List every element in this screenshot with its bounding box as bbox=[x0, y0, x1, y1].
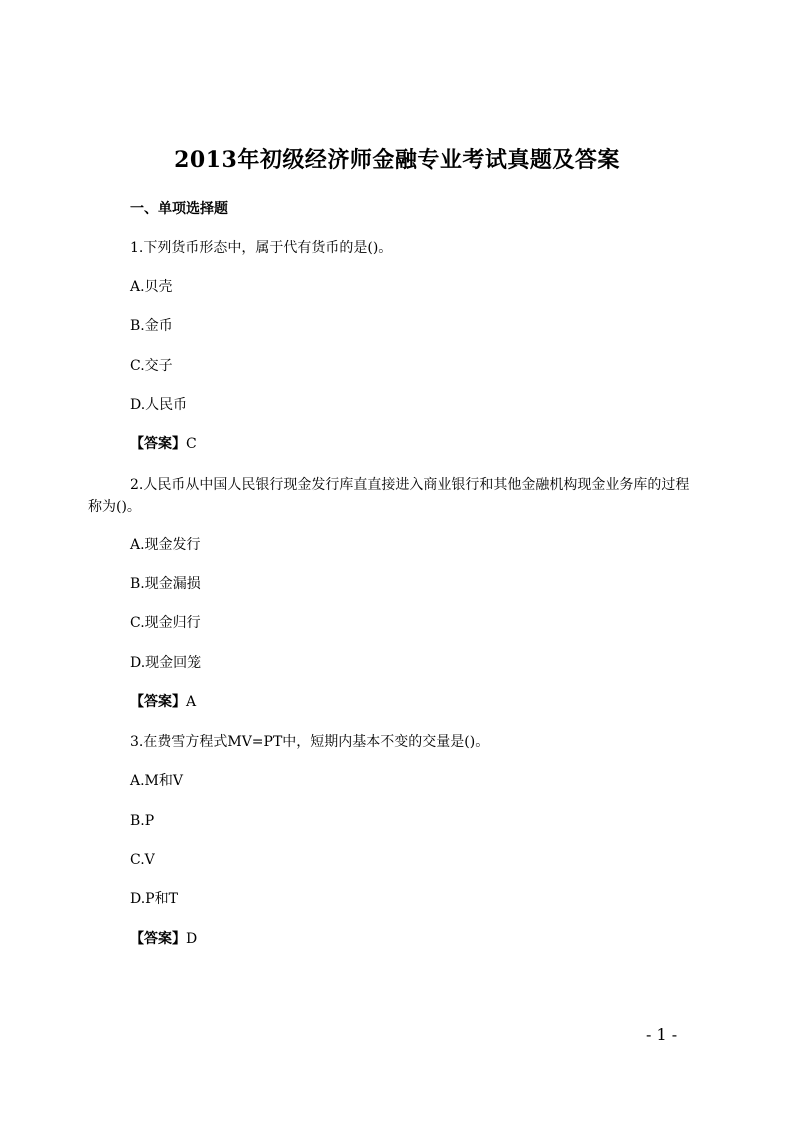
question-2-option-c: C.现金归行 bbox=[130, 615, 201, 631]
page-title: 2013年初级经济师金融专业考试真题及答案 bbox=[174, 147, 620, 173]
question-3-option-d: D.P和T bbox=[130, 891, 178, 907]
page-number: - 1 - bbox=[646, 1025, 678, 1044]
question-2-stem: 2.人民币从中国人民银行现金发行库直直接进入商业银行和其他金融机构现金业务库的过程称为()。 bbox=[88, 477, 690, 515]
question-3-option-b: B.P bbox=[130, 813, 155, 829]
question-1-option-a: A.贝壳 bbox=[130, 279, 173, 295]
question-3-option-a: A.M和V bbox=[130, 773, 184, 789]
question-2-option-a: A.现金发行 bbox=[130, 537, 201, 553]
answer-label: 【答案】 bbox=[130, 931, 186, 947]
section-heading: 一、单项选择题 bbox=[130, 201, 228, 217]
question-1-answer bbox=[130, 434, 197, 454]
answer-value: A bbox=[186, 694, 197, 710]
question-1-option-d: D.人民币 bbox=[130, 397, 188, 413]
question-3-answer bbox=[130, 929, 197, 949]
answer-value: C bbox=[186, 436, 197, 452]
question-2-answer bbox=[130, 692, 196, 712]
question-3-stem: 3.在费雪方程式MV=PT中，短期内基本不变的交量是()。 bbox=[130, 734, 490, 750]
question-1-stem: 1.下列货币形态中，属于代有货币的是()。 bbox=[130, 240, 393, 256]
question-1-option-c: C.交子 bbox=[130, 358, 173, 374]
answer-label: 【答案】 bbox=[130, 436, 186, 452]
answer-label: 【答案】 bbox=[130, 694, 186, 710]
question-1-option-b: B.金币 bbox=[130, 318, 173, 334]
question-3-option-c: C.V bbox=[130, 852, 155, 868]
answer-value: D bbox=[186, 931, 198, 947]
question-2-option-d: D.现金回笼 bbox=[130, 655, 202, 671]
question-2-option-b: B.现金漏损 bbox=[130, 576, 201, 592]
